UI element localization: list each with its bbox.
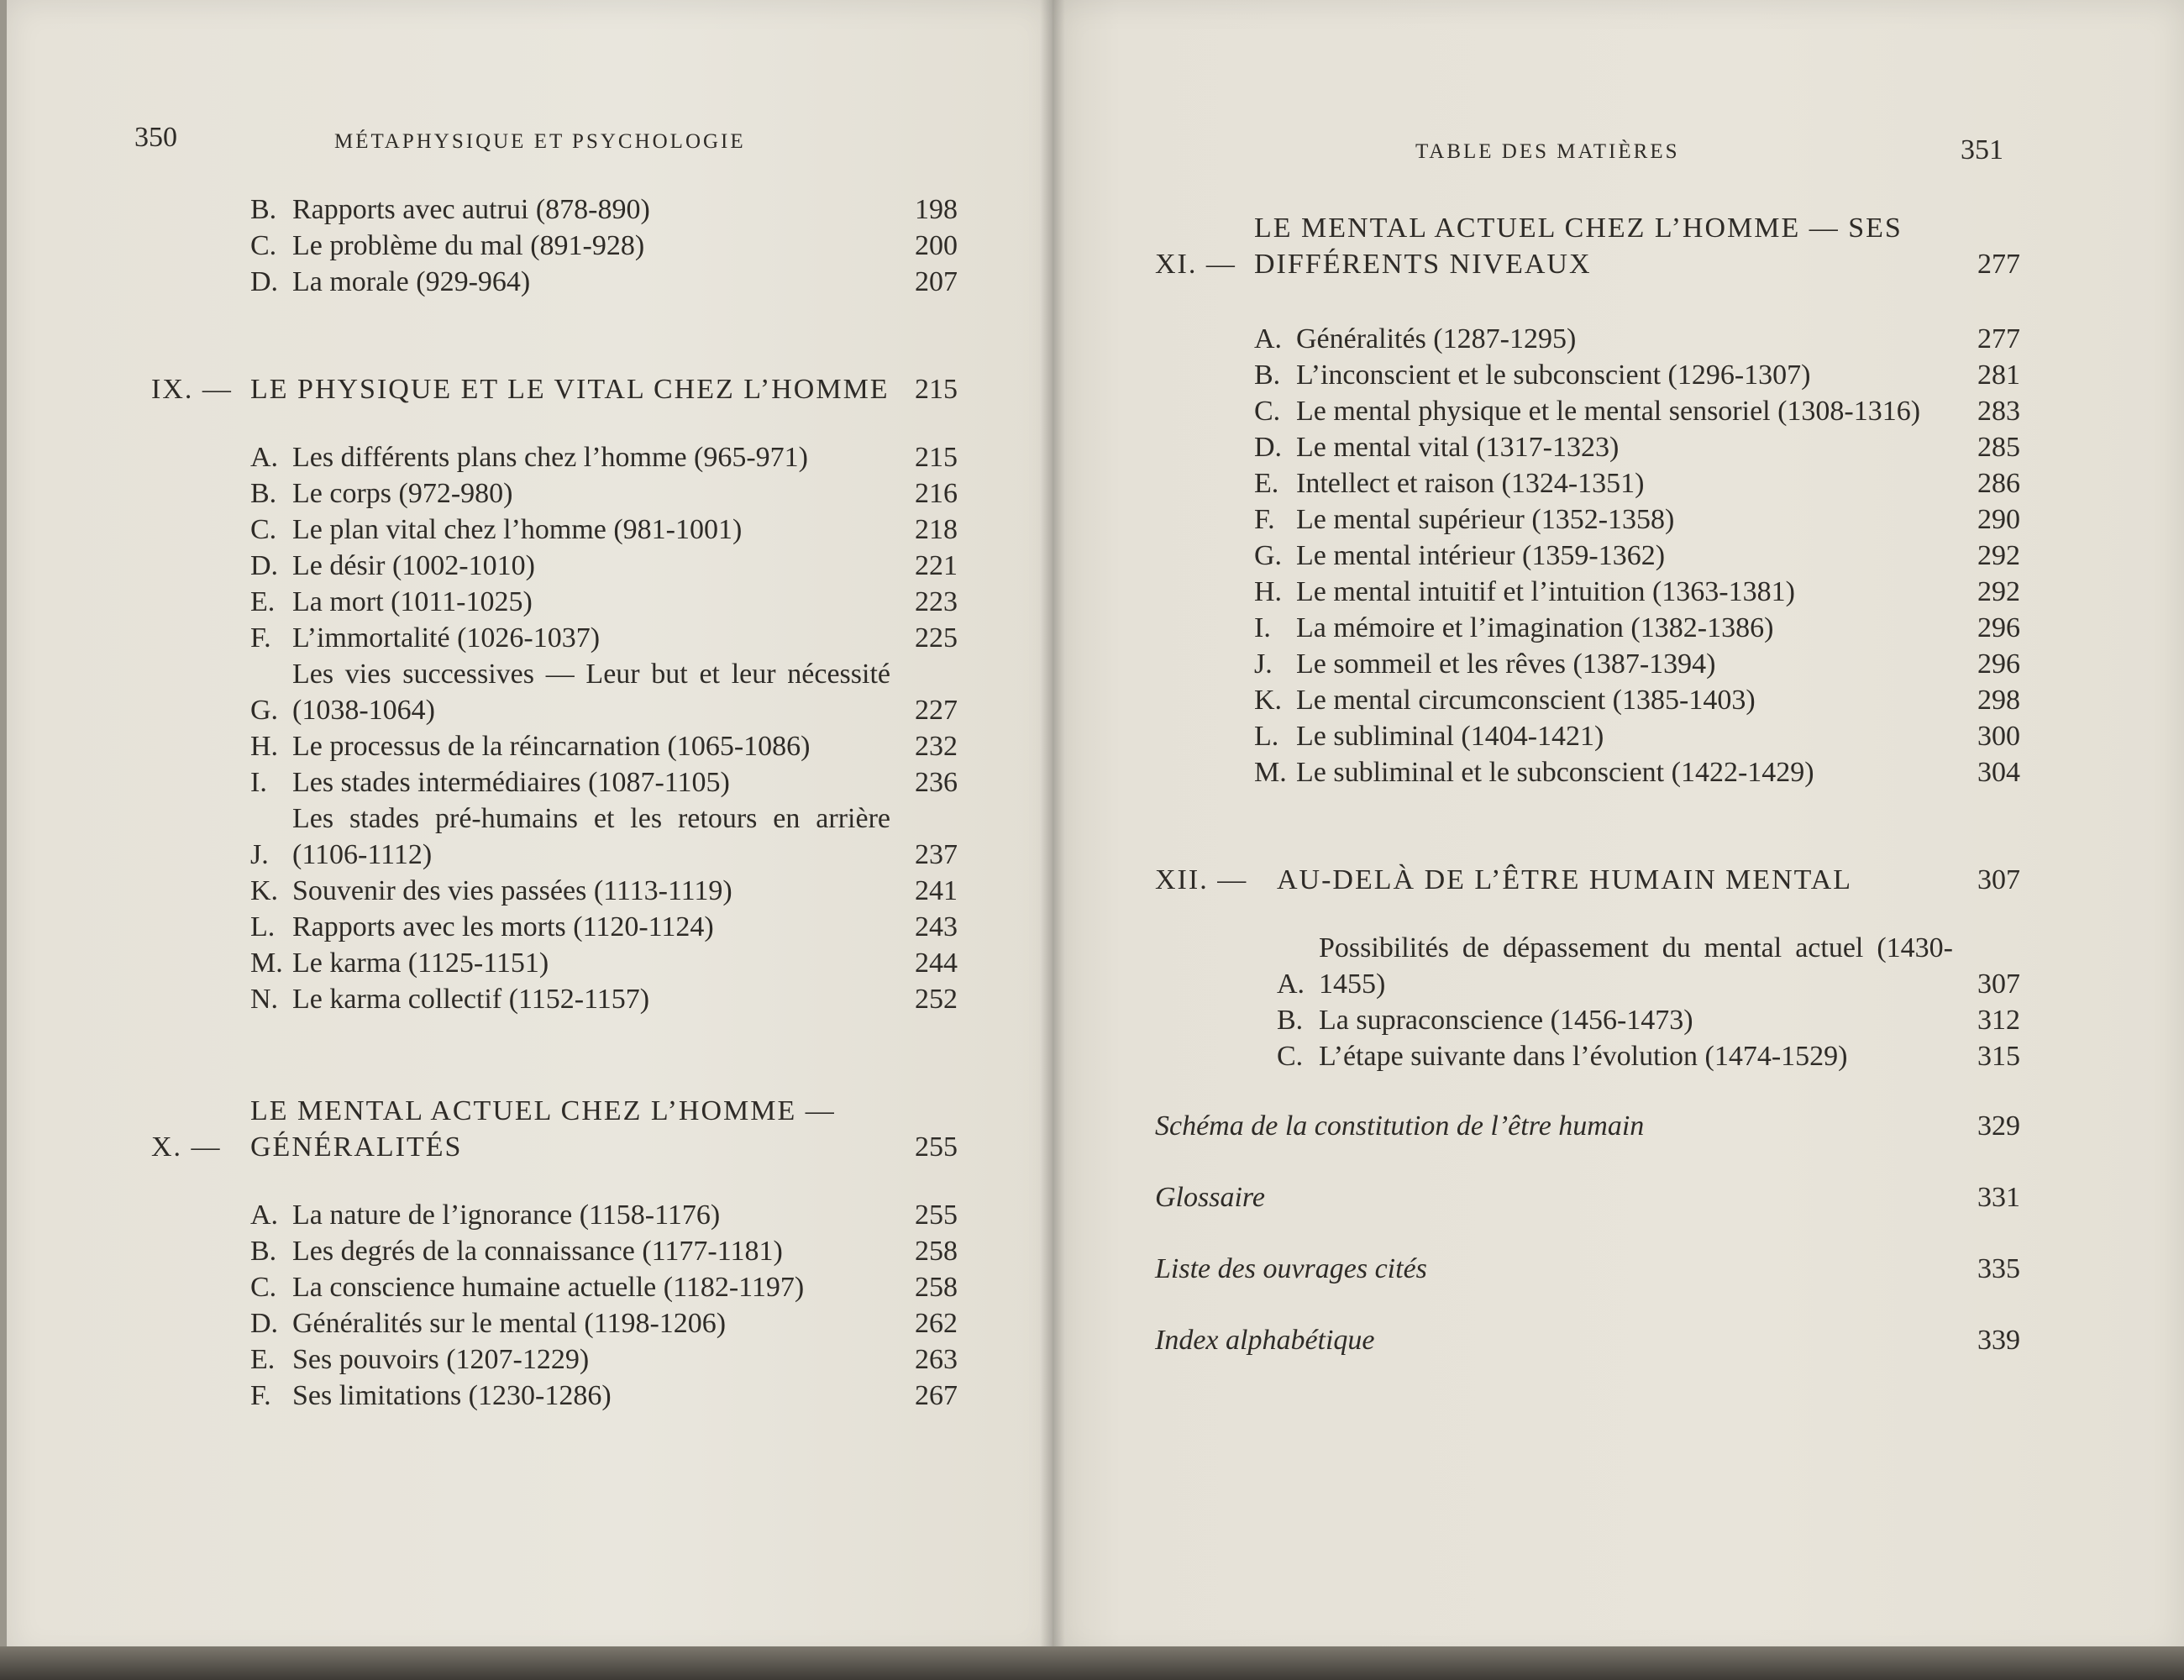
toc-entry[interactable]: D. Généralités sur le mental (1198-1206) 262	[250, 1308, 958, 1339]
table-surface	[0, 1646, 2184, 1680]
back-matter	[1155, 1108, 2020, 1358]
toc-entry[interactable]: D. Le mental vital (1317-1323) 285	[1254, 432, 2020, 463]
left-running-head: MÉTAPHYSIQUE ET PSYCHOLOGIE	[334, 130, 746, 153]
toc-entry[interactable]: D. La morale (929-964) 207	[250, 266, 958, 297]
toc-entry[interactable]: J. Les stades pré-humains et les retours en arrière (1106-1112) 237	[250, 803, 958, 870]
toc-entry[interactable]: K. Souvenir des vies passées (1113-1119) 241	[250, 875, 958, 906]
toc-entry[interactable]: E. La mort (1011-1025) 223	[250, 586, 958, 617]
toc-entry[interactable]: B. La supraconscience (1456-1473) 312	[1277, 1005, 2020, 1036]
toc-entry[interactable]: I. La mémoire et l’imagination (1382-1386) 296	[1254, 612, 2020, 643]
toc-entry[interactable]: B. Les degrés de la connaissance (1177-1181) 258	[250, 1236, 958, 1267]
toc-entry[interactable]: G. Le mental intérieur (1359-1362) 292	[1254, 540, 2020, 571]
toc-entry[interactable]: M. Le subliminal et le subconscient (1422-1429) 304	[1254, 757, 2020, 788]
chapter-heading[interactable]: XI. — LE MENTAL ACTUEL CHEZ L’HOMME — SES DIFFÉRENTS NIVEAUX 277	[1155, 213, 2020, 280]
left-page-number: 350	[134, 122, 177, 153]
toc-entry[interactable]: C. L’étape suivante dans l’évolution (1474-1529) 315	[1277, 1041, 2020, 1072]
continued-section	[151, 192, 958, 300]
toc-entry[interactable]: N. Le karma collectif (1152-1157) 252	[250, 984, 958, 1015]
toc-entry[interactable]: B. Rapports avec autrui (878-890) 198	[250, 194, 958, 225]
toc-entry[interactable]: L. Le subliminal (1404-1421) 300	[1254, 721, 2020, 752]
toc-entry[interactable]: G. Les vies successives — Leur but et leur nécessité (1038-1064) 227	[250, 659, 958, 726]
book-spine	[1040, 0, 1065, 1659]
toc-entry[interactable]: C. La conscience humaine actuelle (1182-1197) 258	[250, 1272, 958, 1303]
toc-entry[interactable]: L. Rapports avec les morts (1120-1124) 243	[250, 911, 958, 942]
toc-entry[interactable]: C. Le plan vital chez l’homme (981-1001) 218	[250, 514, 958, 545]
toc-entry[interactable]: B. L’inconscient et le subconscient (1296-1307) 281	[1254, 360, 2020, 391]
toc-entry[interactable]: F. Ses limitations (1230-1286) 267	[250, 1380, 958, 1411]
chapter-heading[interactable]: X. — LE MENTAL ACTUEL CHEZ L’HOMME — GÉNÉRALITÉS 255	[151, 1095, 958, 1163]
toc-extra-glossaire[interactable]: Glossaire 331	[1155, 1182, 2020, 1213]
chapter-heading[interactable]: IX. — LE PHYSIQUE ET LE VITAL CHEZ L’HOMME 215	[151, 374, 958, 405]
toc-entry[interactable]: E. Ses pouvoirs (1207-1229) 263	[250, 1344, 958, 1375]
left-toc	[151, 192, 958, 1414]
toc-entry[interactable]: A. Possibilités de dépassement du mental actuel (1430-1455) 307	[1277, 932, 2020, 1000]
toc-entry[interactable]: D. Le désir (1002-1010) 221	[250, 550, 958, 581]
toc-entry[interactable]: C. Le problème du mal (891-928) 200	[250, 230, 958, 261]
chapter-heading[interactable]: XII. — AU-DELÀ DE L’ÊTRE HUMAIN MENTAL 307	[1155, 864, 2020, 895]
toc-entry[interactable]: M. Le karma (1125-1151) 244	[250, 948, 958, 979]
toc-extra-schema[interactable]: Schéma de la constitution de l’être humain 329	[1155, 1110, 2020, 1142]
right-page-number: 351	[1961, 134, 2003, 165]
chapter-entries	[1155, 321, 2020, 790]
toc-entry[interactable]: F. Le mental supérieur (1352-1358) 290	[1254, 504, 2020, 535]
right-toc	[1155, 210, 2020, 1358]
chapter-entries	[1155, 930, 2020, 1074]
toc-entry[interactable]: C. Le mental physique et le mental sensoriel (1308-1316) 283	[1254, 396, 2020, 427]
toc-extra-ouvrages[interactable]: Liste des ouvrages cités 335	[1155, 1253, 2020, 1284]
chapter-entries	[151, 439, 958, 1017]
toc-entry[interactable]: J. Le sommeil et les rêves (1387-1394) 296	[1254, 648, 2020, 680]
toc-entry[interactable]: A. Généralités (1287-1295) 277	[1254, 323, 2020, 354]
toc-entry[interactable]: K. Le mental circumconscient (1385-1403) 298	[1254, 685, 2020, 716]
toc-entry[interactable]: A. La nature de l’ignorance (1158-1176) 255	[250, 1200, 958, 1231]
toc-entry[interactable]: A. Les différents plans chez l’homme (965-971) 215	[250, 442, 958, 473]
toc-extra-index[interactable]: Index alphabétique 339	[1155, 1325, 2020, 1356]
toc-entry[interactable]: F. L’immortalité (1026-1037) 225	[250, 622, 958, 654]
toc-entry[interactable]: E. Intellect et raison (1324-1351) 286	[1254, 468, 2020, 499]
toc-entry[interactable]: H. Le mental intuitif et l’intuition (1363-1381) 292	[1254, 576, 2020, 607]
toc-entry[interactable]: I. Les stades intermédiaires (1087-1105) 236	[250, 767, 958, 798]
toc-entry[interactable]: B. Le corps (972-980) 216	[250, 478, 958, 509]
right-running-head: TABLE DES MATIÈRES	[1415, 140, 1680, 163]
chapter-entries	[151, 1197, 958, 1414]
toc-entry[interactable]: H. Le processus de la réincarnation (1065-1086) 232	[250, 731, 958, 762]
